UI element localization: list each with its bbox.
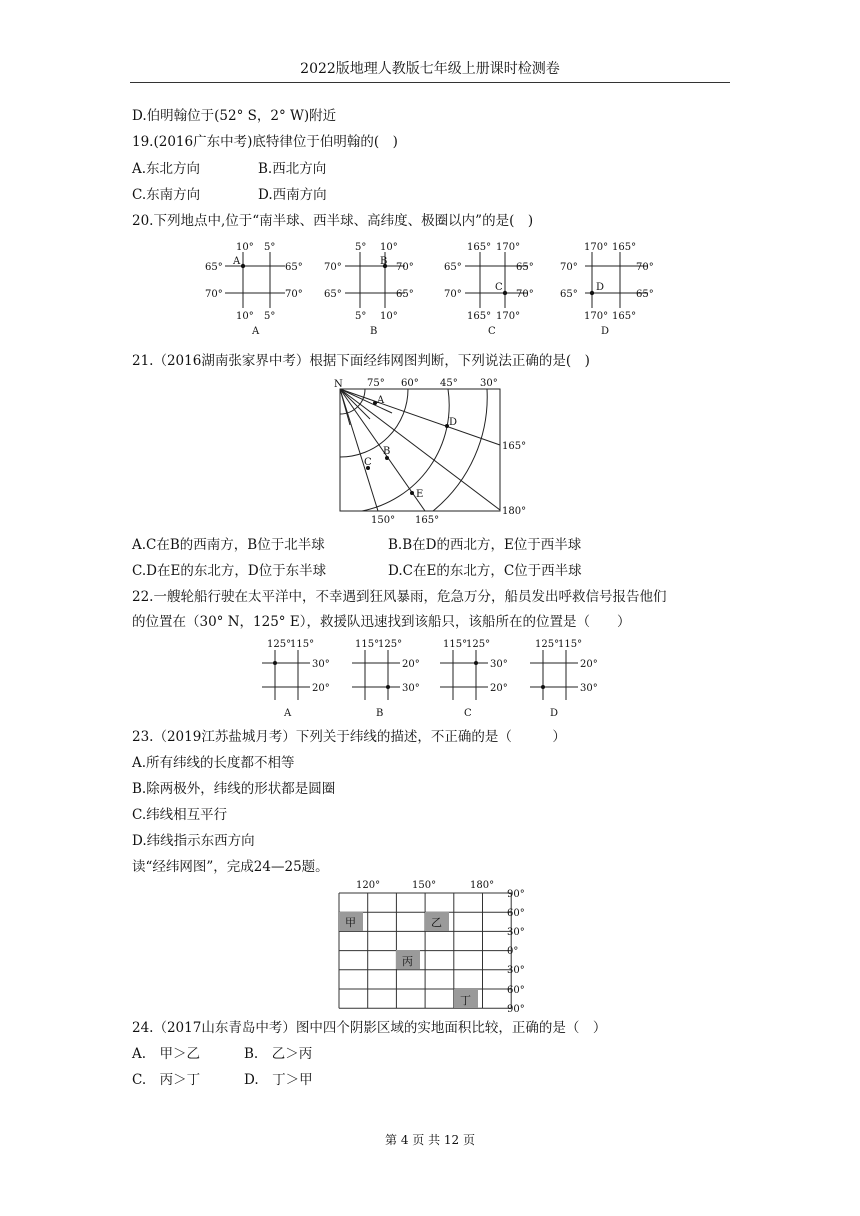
point-label: B [383, 446, 391, 457]
caption: C [488, 326, 496, 337]
label: 125° [535, 639, 560, 650]
lat-label: 0° [507, 946, 519, 957]
point-label: A [377, 395, 385, 406]
q19-option-b: B.西北方向 [258, 161, 327, 177]
label: 70° [444, 289, 462, 300]
q20-figure-a [205, 242, 303, 337]
label: 165° [612, 311, 637, 322]
lat-label: 45° [440, 378, 458, 389]
q22-figures [262, 636, 622, 720]
caption: C [464, 708, 472, 719]
point-label: B [380, 256, 388, 267]
label: 65° [324, 289, 342, 300]
q20-stem: 20.下列地点中,位于“南半球、西半球、高纬度、极圈以内”的是( ) [132, 213, 534, 229]
label: 65° [516, 262, 534, 273]
label: 70° [396, 262, 414, 273]
q21-point-e [410, 491, 414, 495]
label: 170° [584, 311, 609, 322]
q19-option-a: A.东北方向 [132, 161, 201, 177]
label: 65° [636, 289, 654, 300]
q20-figure-c [444, 242, 534, 337]
label: 165° [612, 242, 637, 253]
q21-option-d: D.C在E的东北方，C位于西半球 [388, 563, 582, 579]
label: 5° [355, 311, 367, 322]
label: 10° [380, 242, 398, 253]
q21-option-b: B.B在D的西北方，E位于西半球 [388, 537, 582, 553]
label: 165° [467, 242, 492, 253]
q21-stem: 21.（2016湖南张家界中考）根据下面经纬网图判断，下列说法正确的是( ) [132, 353, 590, 369]
label: 65° [560, 289, 578, 300]
page-header: 2022版地理人教版七年级上册课时检测卷 [300, 61, 560, 77]
point-label: D [596, 282, 605, 293]
lat-label: 30° [507, 927, 525, 938]
page-footer: 第 4 页 共 12 页 [385, 1133, 475, 1147]
caption: D [601, 326, 610, 337]
label: 20° [402, 659, 420, 670]
q22-figure-a [262, 639, 330, 719]
label: 125° [378, 639, 403, 650]
point-label: C [495, 282, 503, 293]
reading-instruction: 读“经纬网图”，完成24—25题。 [132, 859, 329, 875]
label: 20° [490, 683, 508, 694]
label: 165° [467, 311, 492, 322]
q21-figure [330, 375, 530, 527]
q19-option-d: D.西南方向 [258, 187, 327, 203]
graticule-grid-figure [330, 876, 530, 1016]
label: 20° [312, 683, 330, 694]
label: 70° [324, 262, 342, 273]
caption: A [252, 326, 260, 337]
q20-figure-d [560, 242, 654, 337]
label: 70° [205, 289, 223, 300]
label: 170° [496, 311, 521, 322]
point-label: C [364, 457, 372, 468]
lon-label: 180° [502, 506, 527, 517]
cell-label: 甲 [345, 916, 356, 929]
label: 30° [312, 659, 330, 670]
lon-label: 150° [412, 880, 437, 891]
label: 65° [396, 289, 414, 300]
label: 10° [236, 242, 254, 253]
q23-stem: 23.（2019江苏盐城月考）下列关于纬线的描述，不正确的是（ ） [132, 729, 566, 745]
label: 65° [285, 262, 303, 273]
q23-option-d: D.纬线指示东西方向 [132, 833, 255, 849]
cell-label: 乙 [431, 916, 442, 929]
q20-figure-b [324, 242, 414, 337]
lat-label: 60° [507, 908, 525, 919]
caption: B [370, 326, 378, 337]
label: 65° [444, 262, 462, 273]
q21-option-c: C.D在E的东北方，D位于东半球 [132, 563, 327, 579]
q22-figure-c [440, 639, 508, 719]
lat-label: 30° [507, 965, 525, 976]
lat-label: 90° [507, 889, 525, 900]
q19-stem: 19.(2016广东中考)底特律位于伯明翰的( ) [132, 134, 398, 150]
q18-option-d: D.伯明翰位于(52° S，2° W)附近 [132, 108, 337, 124]
q22-stem-line2: 的位置在（30° N，125° E），救援队迅速找到该船只，该船所在的位置是（ ） [132, 614, 631, 630]
lon-label: 150° [371, 515, 396, 526]
q24-option-b: B. 乙＞丙 [244, 1046, 313, 1062]
q24-option-a: A. 甲＞乙 [132, 1046, 201, 1062]
label: 70° [560, 262, 578, 273]
q22-figure-b [352, 639, 420, 719]
q20-point-c [503, 291, 507, 295]
q22-figure-d [530, 639, 598, 719]
q19-option-c: C.东南方向 [132, 187, 201, 203]
lat-label: 60° [507, 985, 525, 996]
label: 70° [636, 262, 654, 273]
lat-label: 75° [367, 378, 385, 389]
label: 70° [516, 289, 534, 300]
lon-label: 165° [502, 441, 527, 452]
q23-option-b: B.除两极外，纬线的形状都是圆圈 [132, 781, 336, 797]
lat-label: 90° [507, 1004, 525, 1015]
lat-label: 60° [401, 378, 419, 389]
label: 170° [584, 242, 609, 253]
q24-stem: 24.（2017山东青岛中考）图中四个阴影区域的实地面积比较，正确的是（ ） [132, 1020, 607, 1036]
label: 30° [402, 683, 420, 694]
q24-option-d: D. 丁＞甲 [244, 1072, 313, 1088]
label: 5° [264, 242, 276, 253]
point-label: E [416, 489, 424, 500]
label: 125° [466, 639, 491, 650]
label: 115° [355, 639, 380, 650]
label: 30° [580, 683, 598, 694]
label: 30° [490, 659, 508, 670]
cell-label: 丁 [460, 994, 471, 1007]
lon-label: 165° [415, 515, 440, 526]
lon-label: 180° [470, 880, 495, 891]
label: 125° [267, 639, 292, 650]
q23-option-c: C.纬线相互平行 [132, 807, 228, 823]
label: 70° [285, 289, 303, 300]
pole-label: N [334, 379, 343, 390]
caption: D [550, 708, 559, 719]
point-label: A [233, 256, 241, 267]
label: 10° [236, 311, 254, 322]
q22-stem-line1: 22.一艘轮船行驶在太平洋中，不幸遇到狂风暴雨，危急万分，船员发出呼救信号报告他们 [132, 589, 667, 605]
label: 5° [264, 311, 276, 322]
q20-point-d [590, 291, 594, 295]
caption: A [284, 708, 292, 719]
cell-label: 丙 [402, 955, 413, 968]
label: 65° [205, 262, 223, 273]
label: 115° [443, 639, 468, 650]
q20-point-a [241, 264, 245, 268]
lon-label: 120° [356, 880, 381, 891]
q23-option-a: A.所有纬线的长度都不相等 [132, 755, 295, 771]
label: 115° [290, 639, 315, 650]
header-rule [130, 82, 730, 83]
label: 5° [355, 242, 367, 253]
q24-option-c: C. 丙＞丁 [132, 1072, 201, 1088]
label: 10° [380, 311, 398, 322]
label: 170° [496, 242, 521, 253]
point-label: D [449, 417, 458, 428]
q21-option-a: A.C在B的西南方，B位于北半球 [132, 537, 325, 553]
q20-figures [200, 238, 660, 338]
label: 20° [580, 659, 598, 670]
label: 115° [558, 639, 583, 650]
caption: B [376, 708, 384, 719]
lat-label: 30° [480, 378, 498, 389]
